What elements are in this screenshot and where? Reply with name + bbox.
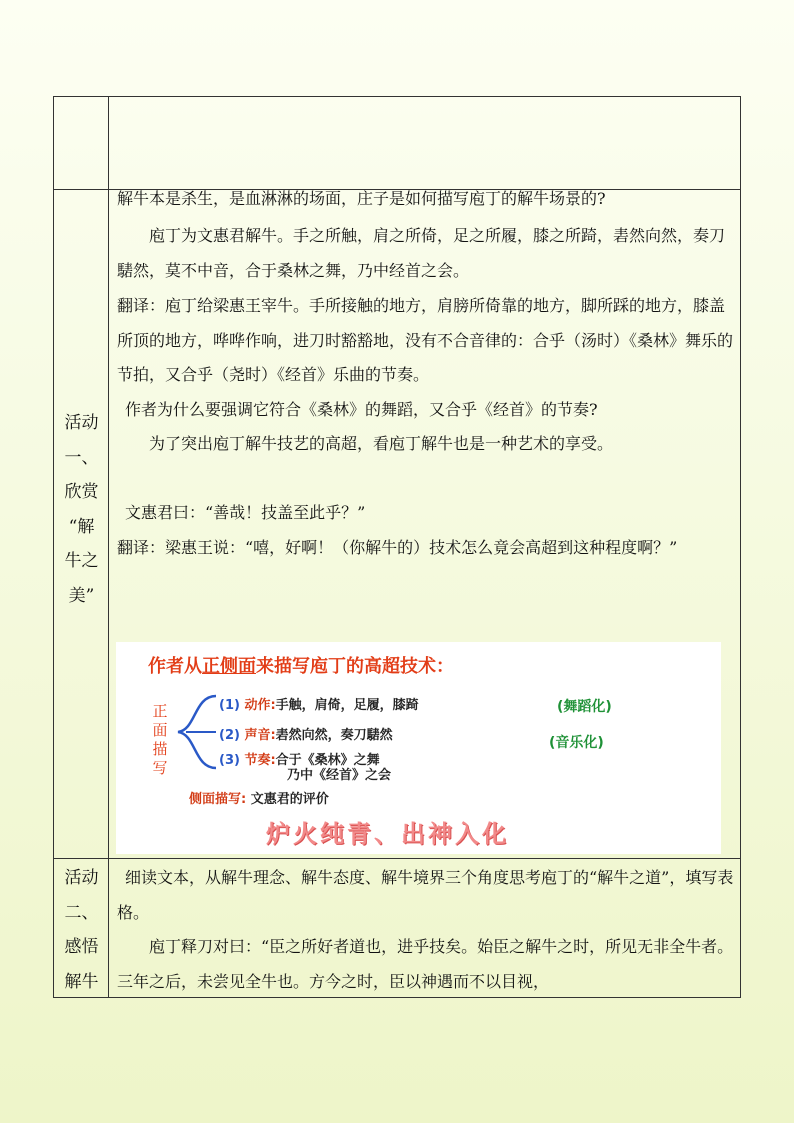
figure-summary: 炉火纯青、出神入化 (266, 820, 509, 848)
table-row-activity-2 (54, 858, 740, 997)
answer-2-text: 为了突出庖丁解牛技艺的高超，看庖丁解牛也是一种艺术的享受。 (149, 434, 614, 453)
row-content-cell (109, 97, 740, 189)
row-label-cell (54, 859, 109, 997)
figure-item-rhythm: (3) 节奏:合于《桑林》之舞 (219, 753, 380, 768)
table-row-activity-1 (54, 189, 740, 858)
row-content-cell (109, 859, 740, 997)
brace-icon (172, 692, 218, 772)
figure-tag-music: (音乐化) (549, 735, 604, 751)
row-label-cell (54, 97, 109, 189)
figure-vertical-label: 正 面 描 写 (152, 702, 168, 777)
figure-item-rhythm-line-2: 乃中《经首》之会 (287, 768, 392, 783)
question-text: 解牛本是杀生，是血淋淋的场面，庄子是如何描写庖丁的解牛场景的? (117, 189, 606, 208)
task-text: 细读文本，从解牛理念、解牛态度、解牛境界三个角度思考庖丁的“解牛之道”，填写表格。 (117, 868, 734, 922)
figure-title: 作者从正侧面来描写庖丁的高超技术： (148, 656, 454, 677)
figure-item-sound: (2) 声音:砉然向然，奏刀騞然 (219, 728, 393, 743)
activity-1-label: 活动 一、 欣赏 “解 牛之 美” (64, 413, 99, 606)
figure-item-action: (1) 动作:手触，肩倚，足履，膝踦 (219, 698, 419, 713)
row-content-cell (109, 190, 740, 858)
question-2-text: 作者为什么要强调它符合《桑林》的舞蹈，又合乎《经首》的节奏? (125, 400, 598, 419)
lesson-table (53, 96, 741, 998)
translation-2-text: 翻译：梁惠王说：“嘻，好啊！（你解牛的）技术怎么竟会高超到这种程度啊？” (117, 538, 678, 557)
row-label-cell (54, 190, 109, 858)
figure-tag-dance: (舞蹈化) (557, 699, 612, 715)
activity-2-label: 活动 二、 感悟 解牛 (64, 868, 99, 992)
original-text-2: 庖丁释刀对曰：“臣之所好者道也，进乎技矣。始臣之解牛之时，所见无非全牛者。三年之后，未尝见全牛也。方今之时，臣以神遇而不以目视， (117, 937, 734, 991)
quote-text: 文惠君曰：“善哉！技盖至此乎？” (125, 503, 366, 522)
original-text: 庖丁为文惠君解牛。手之所触，肩之所倚，足之所履，膝之所踦，砉然向然，奏刀騞然，莫不中音，合于桑林之舞，乃中经首之会。 (117, 226, 726, 280)
table-row-empty (54, 97, 740, 189)
figure-side-description: 侧面描写: 文惠君的评价 (189, 792, 329, 807)
translation-text: 翻译：庖丁给梁惠王宰牛。手所接触的地方，肩膀所倚靠的地方，脚所踩的地方，膝盖所顶的地方，哗哗作响，进刀时豁豁地，没有不合音律的：合乎（汤时）《桑林》舞乐的节拍，又合乎（尧时）《经首》乐曲的节奏。 (117, 296, 734, 384)
technique-diagram-image (116, 642, 721, 854)
